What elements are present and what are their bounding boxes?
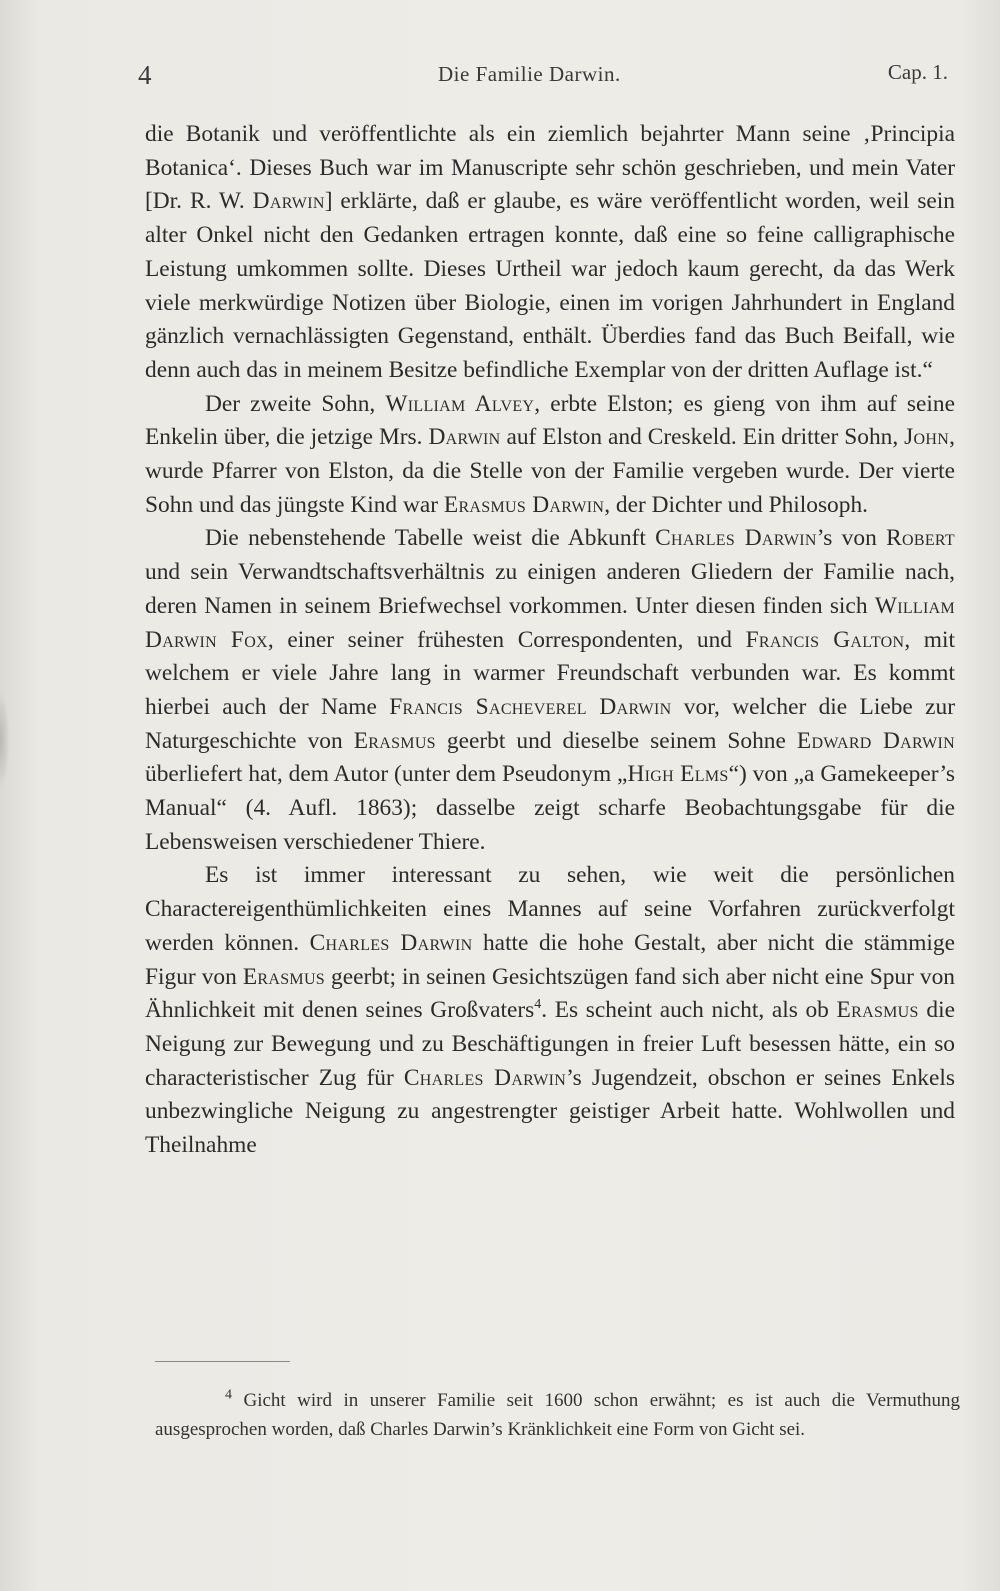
small-caps-name: John bbox=[904, 424, 950, 451]
text-run: , wurde Pfarrer von Elston, da die Stelle von der Familie vergeben wurde. Der vierte Sohn und das jüngste Kind war bbox=[145, 424, 955, 518]
small-caps-name: Francis Sacheverel Darwin bbox=[389, 693, 672, 720]
small-caps-name: William Alvey bbox=[385, 390, 535, 417]
footnote bbox=[155, 1386, 960, 1444]
chapter-label: Cap. 1. bbox=[887, 60, 948, 84]
text-run: . Es scheint auch nicht, als ob bbox=[541, 997, 837, 1024]
small-caps-name: Charles Darwin bbox=[403, 1064, 567, 1091]
text-run: , der Dichter und Philosoph. bbox=[604, 491, 868, 518]
text-run: geerbt; in seinen Gesichtszügen fand sich aber nicht eine Spur von Ähnlichkeit mit denen seines Großvaters bbox=[145, 963, 956, 1024]
paragraph-1 bbox=[145, 118, 955, 388]
small-caps-name: Charles Darwin bbox=[309, 929, 473, 956]
small-caps-name: Edward Darwin bbox=[796, 727, 955, 754]
paragraph-3 bbox=[145, 522, 955, 859]
text-run: , einer seiner frühesten Correspondenten, und bbox=[267, 626, 746, 653]
text-run: die Botanik und veröffentlichte als ein ziemlich bejahrter Mann seine ‚Principia Botanica‘. Dieses Buch war im Manuscripte sehr schön geschrieben, und mein Vater [Dr. R. W. bbox=[145, 121, 955, 215]
text-run: und sein Verwandtschaftsverhältnis zu einigen anderen Gliedern der Familie nach, deren Namen in seinem Briefwechsel vorkommen. Unter diesen finden sich bbox=[145, 559, 955, 619]
text-run: überliefert hat, dem Autor (unter dem Pseudonym „ bbox=[145, 761, 628, 788]
text-run: geerbt und dieselbe seinem Sohne bbox=[435, 727, 797, 754]
small-caps-name: Francis Galton bbox=[745, 626, 905, 653]
small-caps-name: Erasmus bbox=[242, 963, 326, 990]
main-text bbox=[145, 118, 955, 1163]
small-caps-name: Erasmus Darwin bbox=[443, 491, 605, 518]
paragraph-2 bbox=[145, 388, 955, 523]
small-caps-name: Charles Darwin bbox=[655, 525, 817, 552]
running-title: Die Familie Darwin. bbox=[438, 62, 621, 86]
text-run: ’s von bbox=[816, 525, 887, 552]
text-run: vor, welcher die Liebe zur Naturgeschichte von bbox=[145, 693, 956, 754]
small-caps-name: Darwin bbox=[252, 188, 325, 215]
text-run: auf Elston and Creskeld. Ein dritter Sohn, bbox=[500, 424, 905, 451]
page-number: 4 bbox=[138, 60, 152, 90]
footnote-text bbox=[155, 1386, 960, 1444]
text-run: , mit welchem er viele Jahre lang in warmer Freundschaft verbunden war. Es kommt hierbei auch der Name bbox=[145, 626, 956, 720]
binding-shadow bbox=[0, 690, 10, 790]
small-caps-name: Erasmus bbox=[353, 727, 436, 754]
text-run: “) von „a Gamekeeper’s Manual“ (4. Aufl. 1863); dasselbe zeigt scharfe Beobachtungsgabe für die Lebensweisen verschiedener Thiere. bbox=[145, 761, 955, 855]
footnote-body: Gicht wird in unserer Familie seit 1600 schon erwähnt; es ist auch die Vermuthung ausgesprochen worden, daß Charles Darwin’s Kränklichkeit eine Form von Gicht sei. bbox=[155, 1390, 960, 1440]
footnote-marker: 4 bbox=[225, 1387, 232, 1403]
small-caps-name: William Darwin Fox bbox=[145, 592, 955, 653]
text-run: Die nebenstehende Tabelle weist die Abkunft bbox=[205, 525, 656, 552]
text-run: Es ist immer interessant zu sehen, wie weit die persönlichen Charactereigenthümlichkeiten eines Mannes auf seine Vorfahren zurückverfolgt werden können. bbox=[145, 862, 955, 956]
text-run: , erbte Elston; es gieng von ihm auf seine Enkelin über, die jetzige Mrs. bbox=[145, 390, 955, 451]
text-run: die Neigung zur Bewegung und zu Beschäftigungen in freier Luft besessen hätte, ein so characteristischer Zug für bbox=[145, 997, 955, 1091]
text-run: ’s Jugendzeit, obschon er seines Enkels unbezwingliche Neigung zu angestrengter geistiger Arbeit hatte. Wohlwollen und Theilnahme bbox=[145, 1064, 955, 1159]
paragraph-4 bbox=[145, 859, 955, 1162]
footnote-reference[interactable]: 4 bbox=[534, 997, 542, 1013]
small-caps-name: Robert bbox=[886, 525, 955, 552]
running-header bbox=[138, 58, 958, 92]
text-run: hatte die hohe Gestalt, aber nicht die stämmige Figur von bbox=[145, 929, 955, 990]
text-run: Der zweite Sohn, bbox=[205, 390, 386, 417]
footnote-divider bbox=[155, 1361, 290, 1362]
small-caps-name: Erasmus bbox=[836, 997, 919, 1024]
small-caps-name: High Elms bbox=[627, 761, 729, 788]
small-caps-name: Darwin bbox=[428, 424, 501, 451]
text-run: ] erklärte, daß er glaube, es wäre veröffentlicht worden, weil sein alter Onkel nicht den Gedanken ertragen konnte, daß eine so feine calligraphische Leistung umkommen sollte. Dieses Urtheil war jedoch kaum gerecht, da das Werk viele merkwürdige Notizen über Biologie, einen im vorigen Jahrhundert in England gänzlich vernachlässigten Gegenstand, enthält. Überdies fand das Buch Beifall, wie denn auch das in meinem Besitze befindliche Exemplar von der dritten Auflage ist.“ bbox=[145, 188, 956, 383]
